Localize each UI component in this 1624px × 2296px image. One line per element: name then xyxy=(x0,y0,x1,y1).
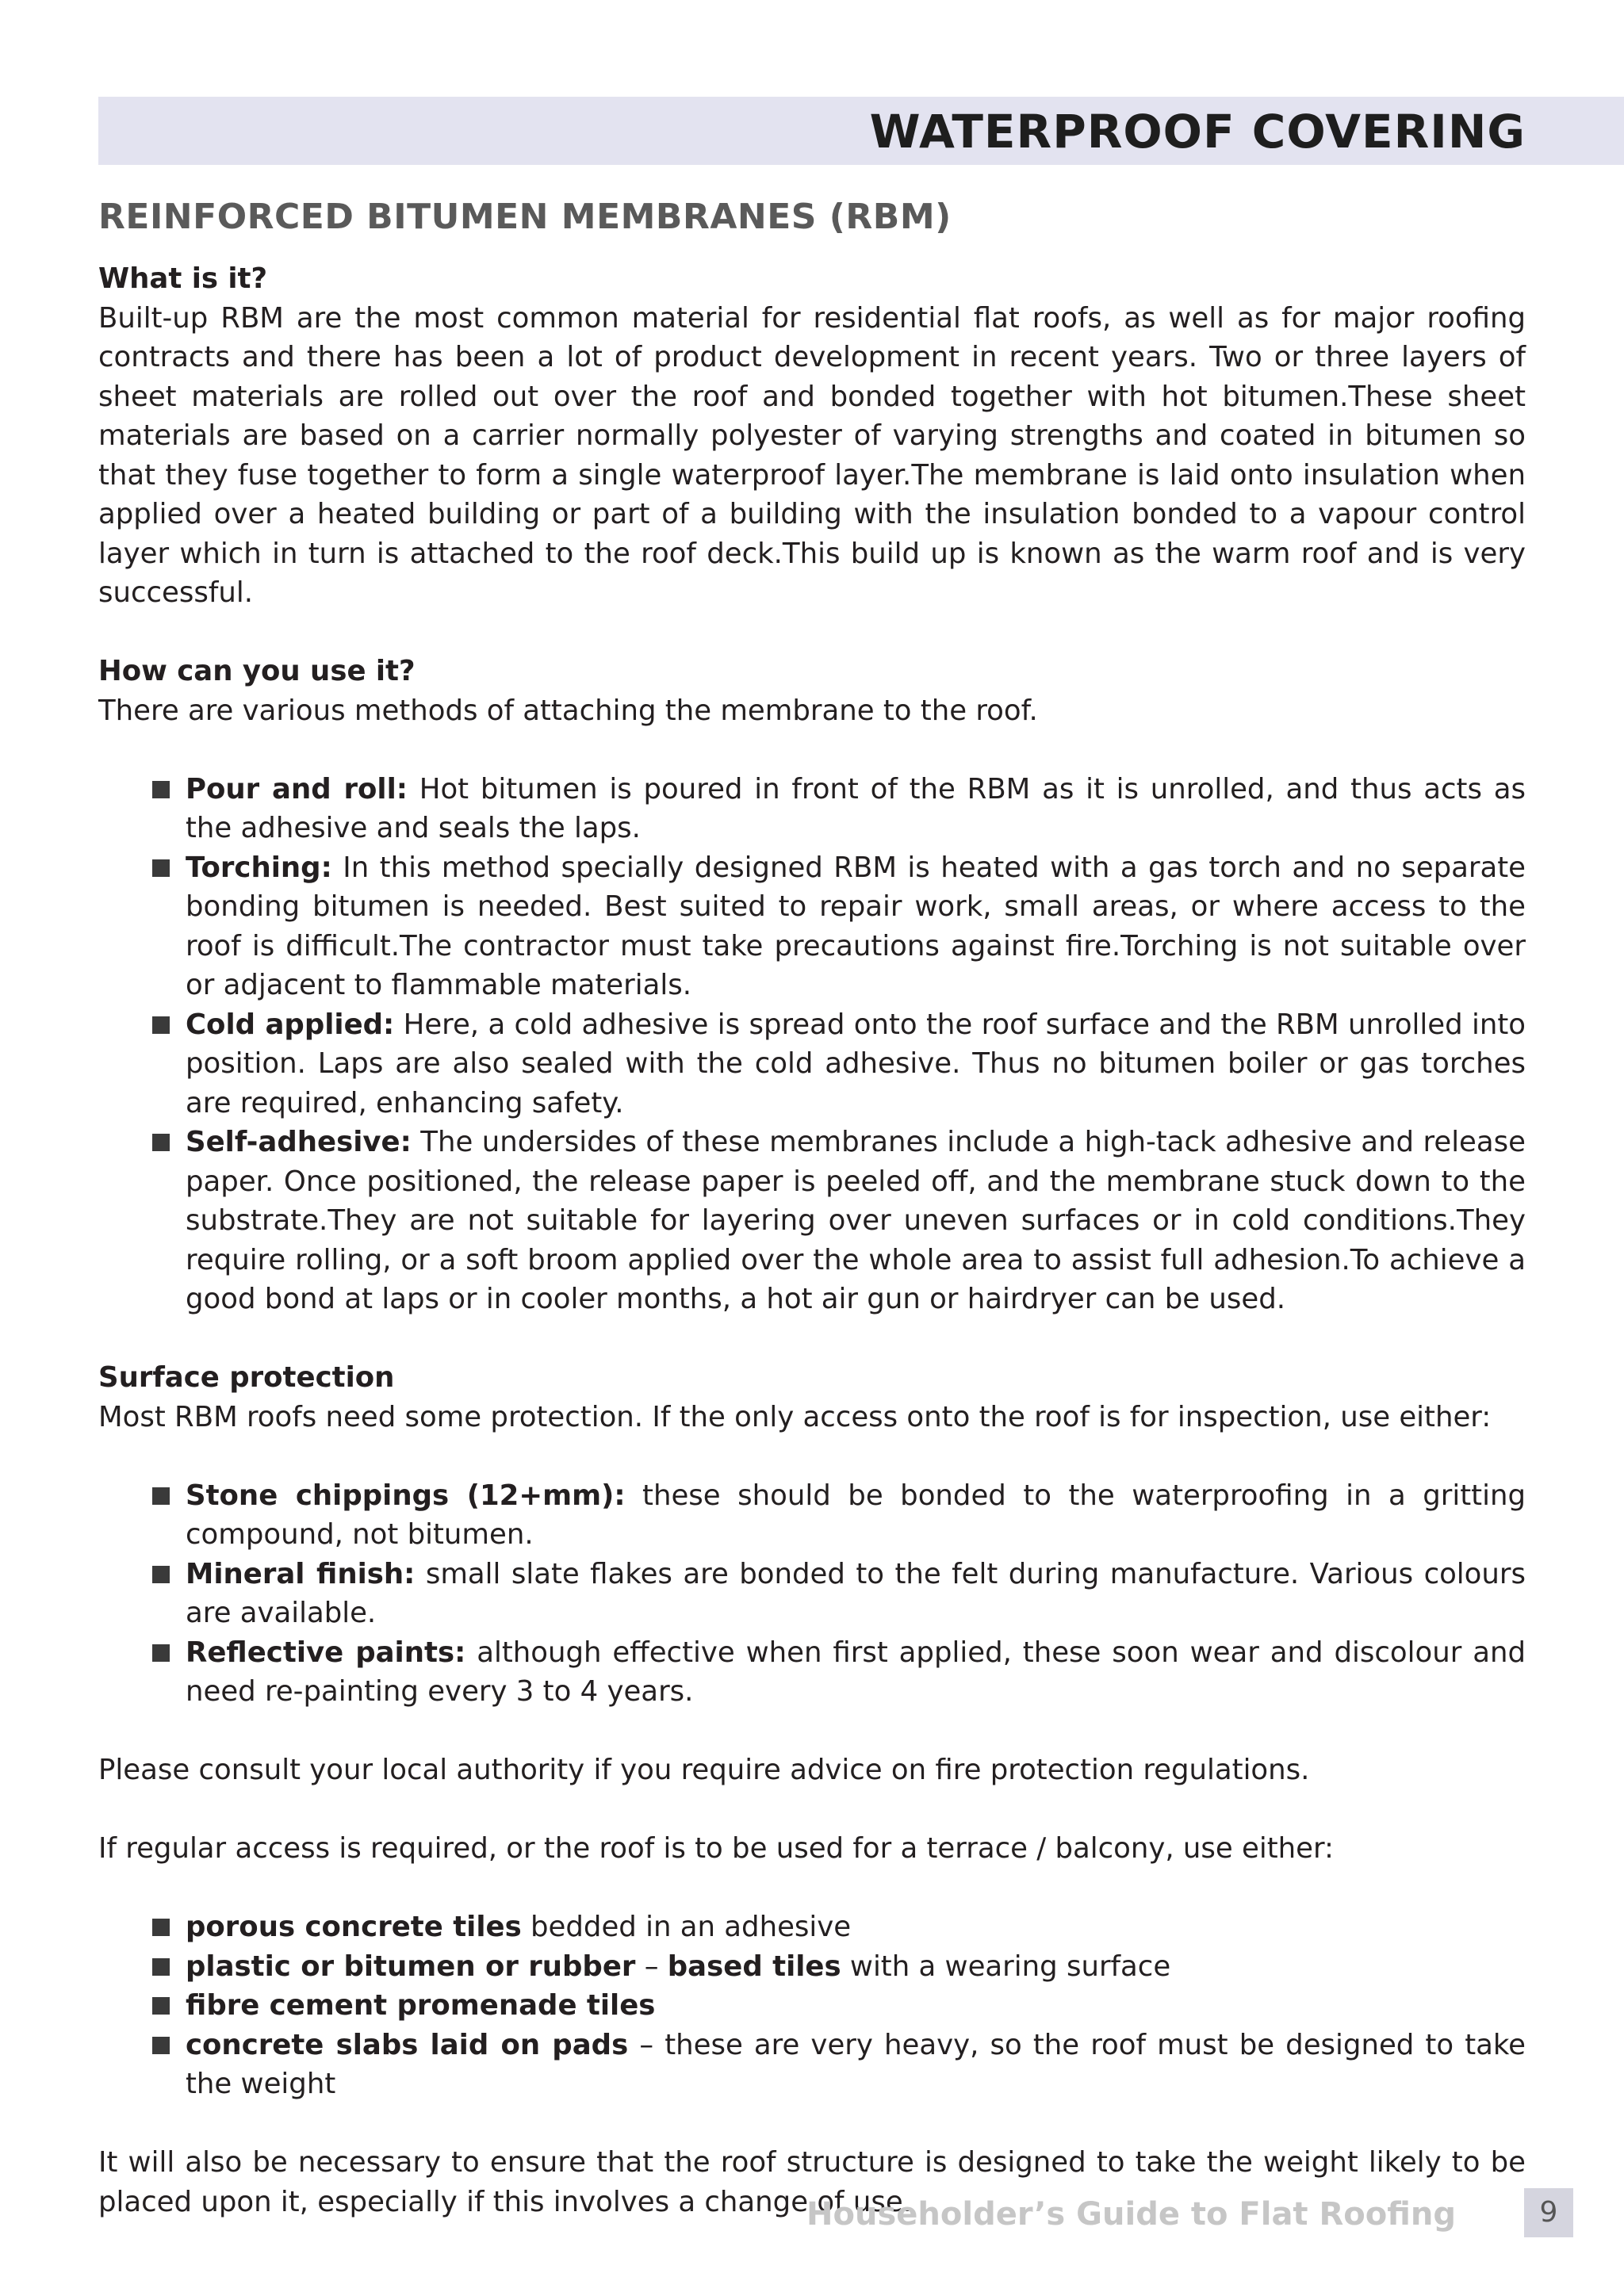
how-intro: There are various methods of attaching the membrane to the roof. xyxy=(98,694,1038,727)
item-label: Pour and roll: xyxy=(186,772,408,806)
section-title: REINFORCED BITUMEN MEMBRANES (RBM) xyxy=(98,197,952,237)
list-item xyxy=(186,2026,1526,2104)
what-heading: What is it? xyxy=(98,262,268,295)
regular-access-paragraph: If regular access is required, or the roof is to be used for a terrace / balcony, use either: xyxy=(98,1832,1334,1865)
item-text: – these are very heavy, so the roof must be designed to take the weight xyxy=(186,2028,1526,2100)
closing-paragraph: It will also be necessary to ensure that the roof structure is designed to take the weight likely to be placed upon it, especially if this involves a change of use. xyxy=(98,2146,1526,2218)
list-item xyxy=(186,1555,1526,1633)
item-label: fibre cement promenade tiles xyxy=(186,1989,656,2022)
item-label: based tiles xyxy=(667,1950,841,1983)
how-heading: How can you use it? xyxy=(98,655,416,687)
item-label: Cold applied: xyxy=(186,1008,395,1041)
list-item xyxy=(186,770,1526,848)
item-text: Hot bitumen is poured in front of the RBM as it is unrolled, and thus acts as the adhesive and seals the laps. xyxy=(186,772,1526,844)
consult-paragraph: Please consult your local authority if you require advice on fire protection regulations. xyxy=(98,1754,1310,1786)
page-title: WATERPROOF COVERING xyxy=(869,105,1526,159)
square-bullet-icon xyxy=(152,781,170,798)
list-item xyxy=(186,1908,1526,1947)
item-label: Self-adhesive: xyxy=(186,1126,412,1158)
square-bullet-icon xyxy=(152,1134,170,1151)
square-bullet-icon xyxy=(152,1566,170,1583)
square-bullet-icon xyxy=(152,1997,170,2015)
item-text: Here, a cold adhesive is spread onto the roof surface and the RBM unrolled into position. Laps are also sealed with the cold adhesive. Thus no bitumen boiler or gas torches are required, enhancing safety. xyxy=(186,1008,1526,1119)
square-bullet-icon xyxy=(152,1644,170,1662)
item-text: bedded in an adhesive xyxy=(521,1911,852,1943)
item-text: small slate flakes are bonded to the felt during manufacture. Various colours are available. xyxy=(186,1557,1526,1629)
list-item xyxy=(186,1633,1526,1712)
item-text: although effective when first applied, these soon wear and discolour and need re-painting every 3 to 4 years. xyxy=(186,1636,1526,1708)
item-label: Stone chippings (12+mm): xyxy=(186,1479,626,1512)
item-label: Torching: xyxy=(186,851,332,884)
item-separator: – xyxy=(635,1950,668,1983)
surface-intro: Most RBM roofs need some protection. If the only access onto the roof is for inspection, use either: xyxy=(98,1400,1492,1433)
page-number: 9 xyxy=(1524,2188,1573,2237)
item-label: Reflective paints: xyxy=(186,1636,466,1669)
surface-section xyxy=(98,1358,1526,1437)
list-item xyxy=(186,1476,1526,1555)
main-content xyxy=(98,197,1526,2221)
protection-list xyxy=(98,1476,1526,1712)
item-text: The undersides of these membranes include a high-tack adhesive and release paper. Once positioned, the release paper is peeled off, and the membrane stuck down to the substrate.They are not suitable for layering over uneven surfaces or in cold conditions.They require rolling, or a soft broom applied over the whole area to assist full adhesion.To achieve a good bond at laps or in cooler months, a hot air gun or hairdryer can be used. xyxy=(186,1126,1526,1315)
surface-heading: Surface protection xyxy=(98,1361,395,1394)
how-section xyxy=(98,652,1526,730)
square-bullet-icon xyxy=(152,1016,170,1034)
item-label: Mineral finish: xyxy=(186,1557,416,1590)
what-section xyxy=(98,259,1526,613)
square-bullet-icon xyxy=(152,859,170,877)
terrace-list xyxy=(98,1908,1526,2104)
square-bullet-icon xyxy=(152,2037,170,2054)
method-list xyxy=(98,770,1526,1319)
square-bullet-icon xyxy=(152,1919,170,1936)
list-item xyxy=(186,1123,1526,1319)
footer-title: Householder’s Guide to Flat Roofing xyxy=(806,2196,1456,2233)
item-text: In this method specially designed RBM is heated with a gas torch and no separate bonding bitumen is needed. Best suited to repair work, small areas, or where access to the roof is difficult.The contractor must take precautions against fire.Torching is not suitable over or adjacent to flammable materials. xyxy=(186,851,1526,1001)
item-text: with a wearing surface xyxy=(841,1950,1171,1983)
list-item xyxy=(186,1986,1526,2026)
item-label: porous concrete tiles xyxy=(186,1911,522,1943)
square-bullet-icon xyxy=(152,1487,170,1505)
item-label: plastic or bitumen or rubber xyxy=(186,1950,636,1983)
item-label: concrete slabs laid on pads xyxy=(186,2028,629,2061)
list-item xyxy=(186,848,1526,1005)
header-band xyxy=(98,97,1624,165)
what-body: Built-up RBM are the most common material for residential flat roofs, as well as for major roofing contracts and there has been a lot of product development in recent years. Two or three layers of sheet materials are rolled out over the roof and bonded together with hot bitumen.These sheet materials are based on a carrier normally polyester of varying strengths and coated in bitumen so that they fuse together to form a single waterproof layer.The membrane is laid onto insulation when applied over a heated building or part of a building with the insulation bonded to a vapour control layer which in turn is attached to the roof deck.This build up is known as the warm roof and is very successful. xyxy=(98,301,1526,609)
square-bullet-icon xyxy=(152,1958,170,1976)
list-item xyxy=(186,1005,1526,1123)
list-item xyxy=(186,1947,1526,1987)
item-text: these should be bonded to the waterproofing in a gritting compound, not bitumen. xyxy=(186,1479,1526,1551)
